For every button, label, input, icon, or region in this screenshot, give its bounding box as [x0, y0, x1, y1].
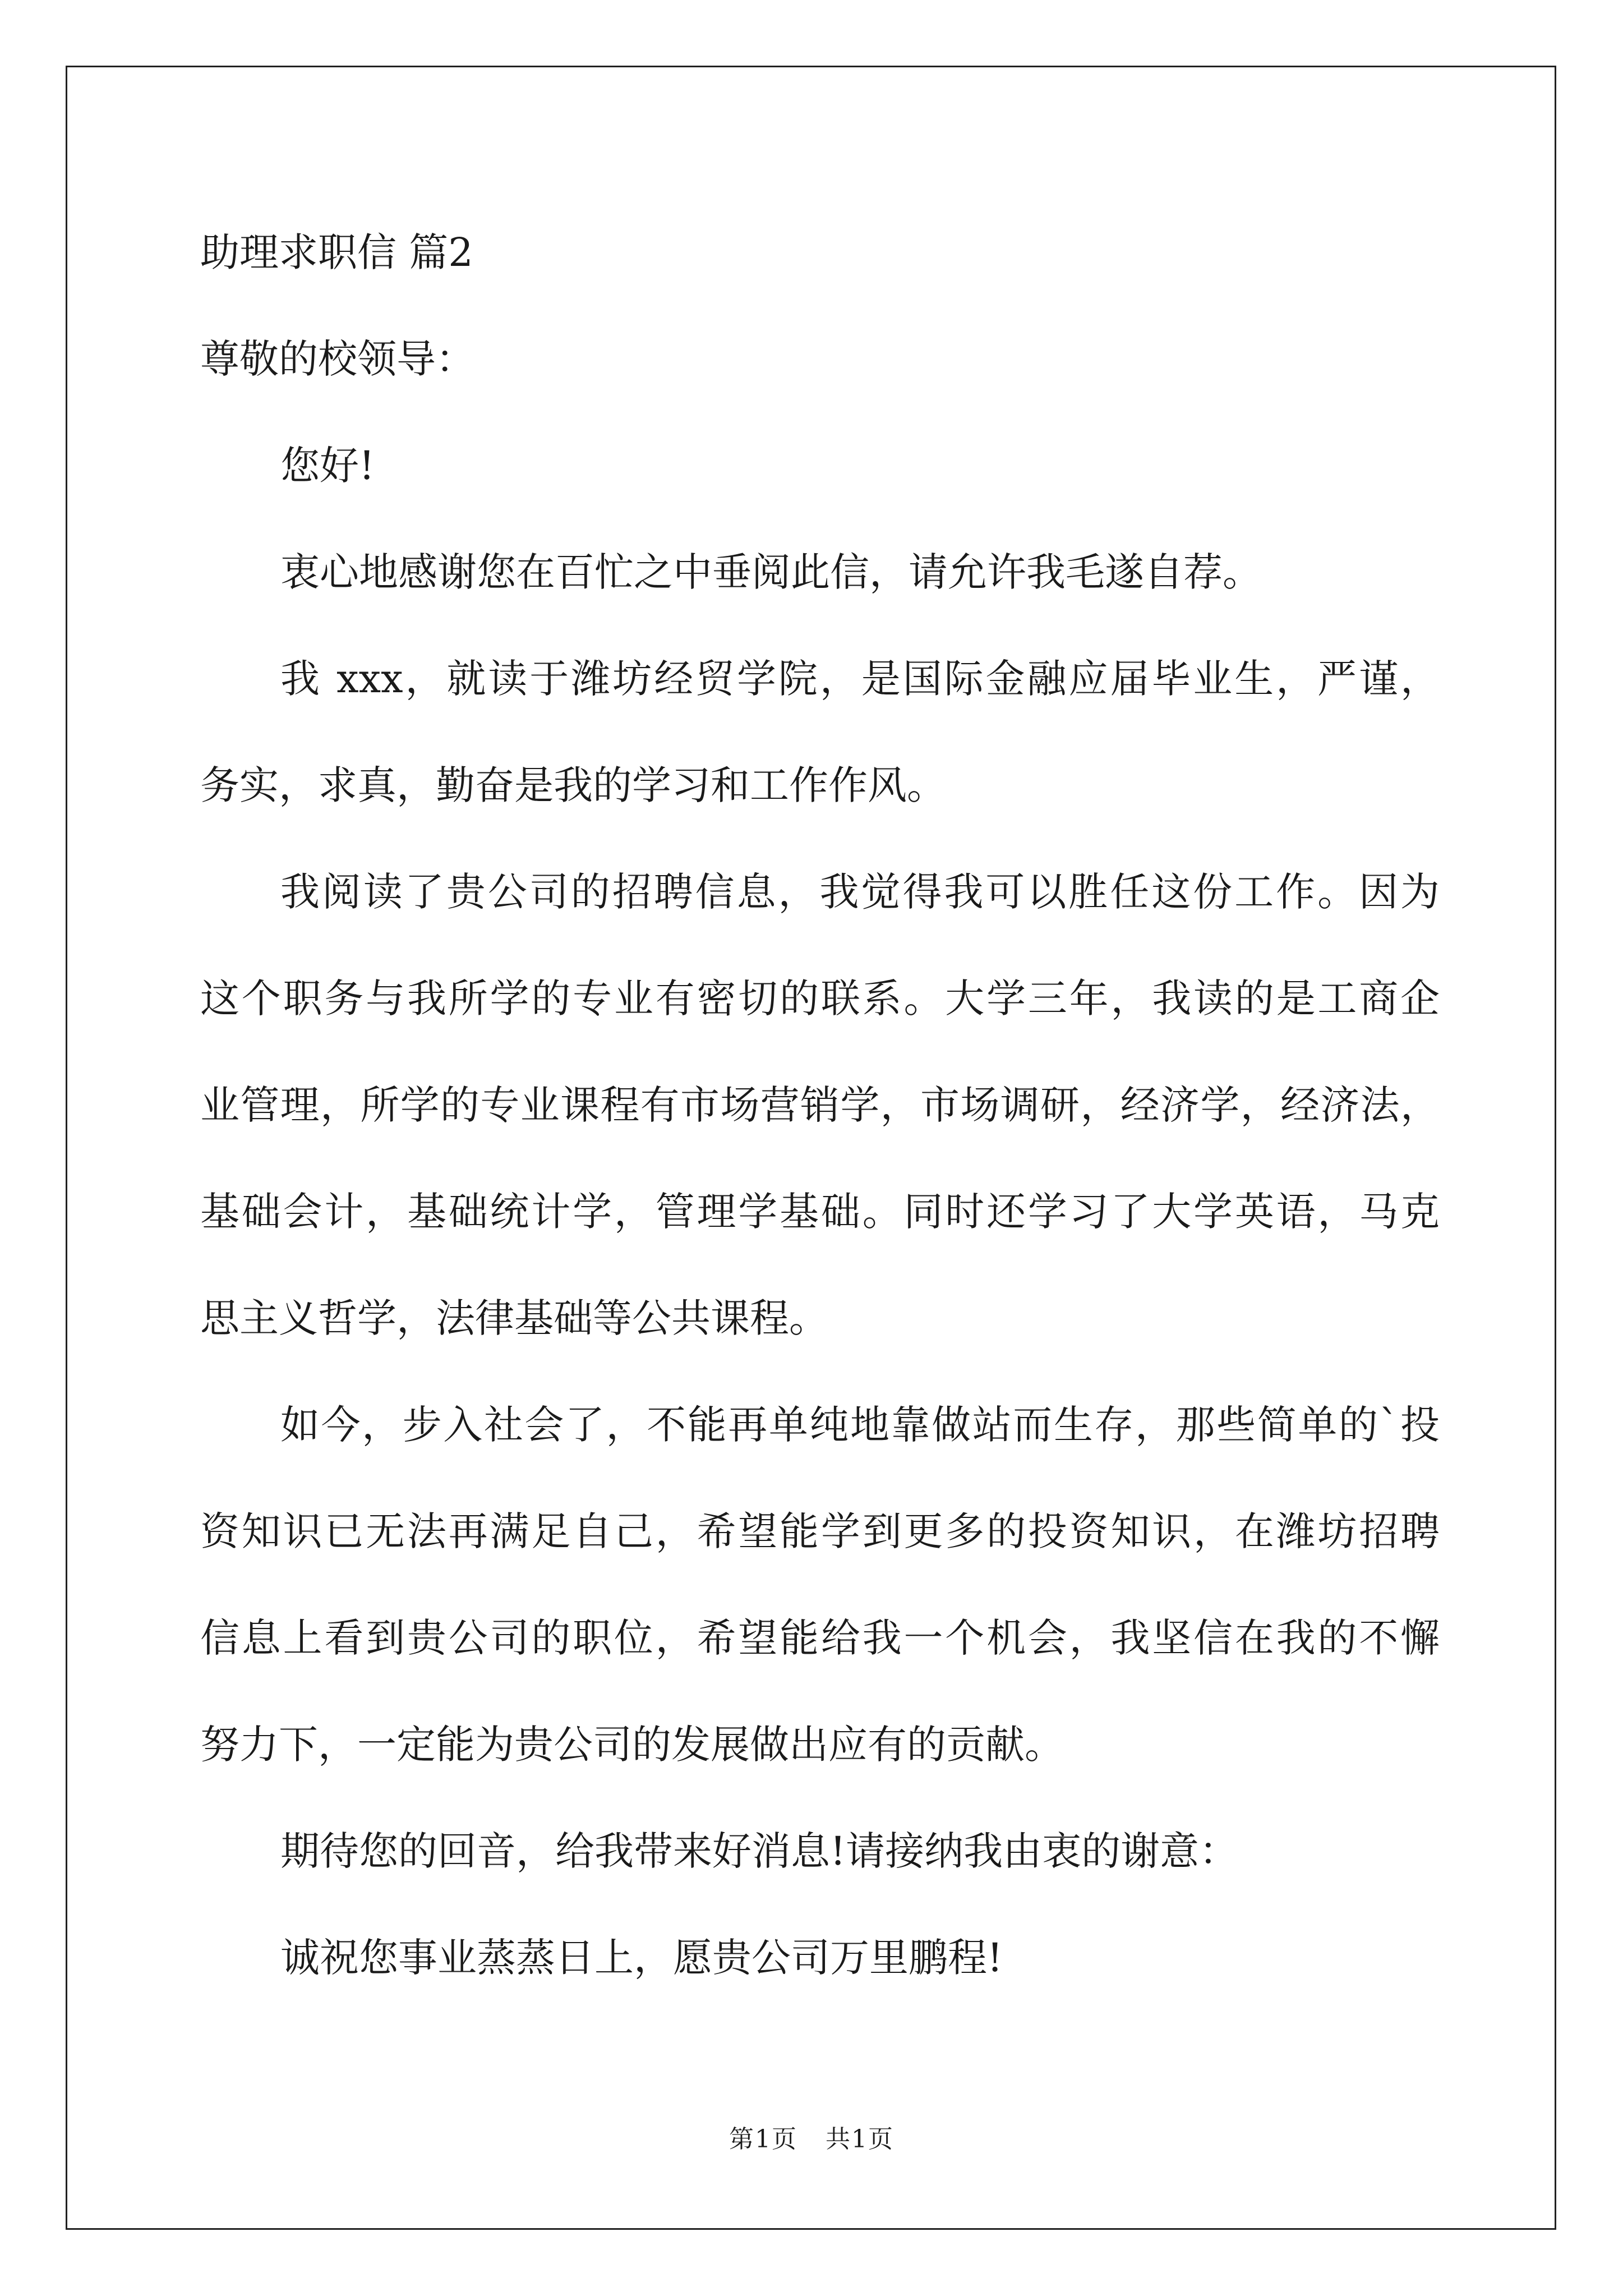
- paragraph-line: 我 xxx，就读于潍坊经贸学院，是国际金融应届毕业生，严谨，: [280, 656, 1440, 702]
- letter-body: [200, 224, 1440, 1986]
- paragraph-line: 衷心地感谢您在百忙之中垂阅此信，请允许我毛遂自荐。: [280, 549, 1262, 595]
- paragraph-line: 期待您的回音，给我带来好消息!请接纳我由衷的谢意：: [280, 1828, 1239, 1874]
- paragraph-line: 业管理，所学的专业课程有市场营销学，市场调研，经济学，经济法，: [200, 1082, 1440, 1128]
- paragraph-line: 资知识已无法再满足自己，希望能学到更多的投资知识，在潍坊招聘: [200, 1508, 1440, 1554]
- page-number: 第1页: [729, 2125, 797, 2154]
- paragraph-line: 努力下，一定能为贵公司的发展做出应有的贡献。: [200, 1722, 1064, 1768]
- page-footer: [0, 2123, 1623, 2156]
- letter-title: 助理求职信 篇2: [200, 229, 473, 275]
- paragraph-line: 务实，求真，勤奋是我的学习和工作作风。: [200, 762, 946, 808]
- paragraph-line: 如今，步入社会了，不能再单纯地靠做站而生存，那些简单的`投: [280, 1402, 1440, 1448]
- paragraph-line: 思主义哲学，法律基础等公共课程。: [200, 1295, 828, 1341]
- paragraph-line: 诚祝您事业蒸蒸日上，愿贵公司万里鹏程!: [280, 1935, 1003, 1981]
- paragraph-line: 我阅读了贵公司的招聘信息，我觉得我可以胜任这份工作。因为: [280, 869, 1440, 915]
- paragraph-line: 信息上看到贵公司的职位，希望能给我一个机会，我坚信在我的不懈: [200, 1615, 1440, 1661]
- paragraph-line: 基础会计，基础统计学，管理学基础。同时还学习了大学英语，马克: [200, 1189, 1440, 1235]
- salutation: 尊敬的校领导：: [200, 336, 475, 382]
- paragraph-line: 这个职务与我所学的专业有密切的联系。大学三年，我读的是工商企: [200, 976, 1440, 1022]
- page-total: 共1页: [826, 2125, 894, 2154]
- greeting: 您好!: [280, 443, 375, 489]
